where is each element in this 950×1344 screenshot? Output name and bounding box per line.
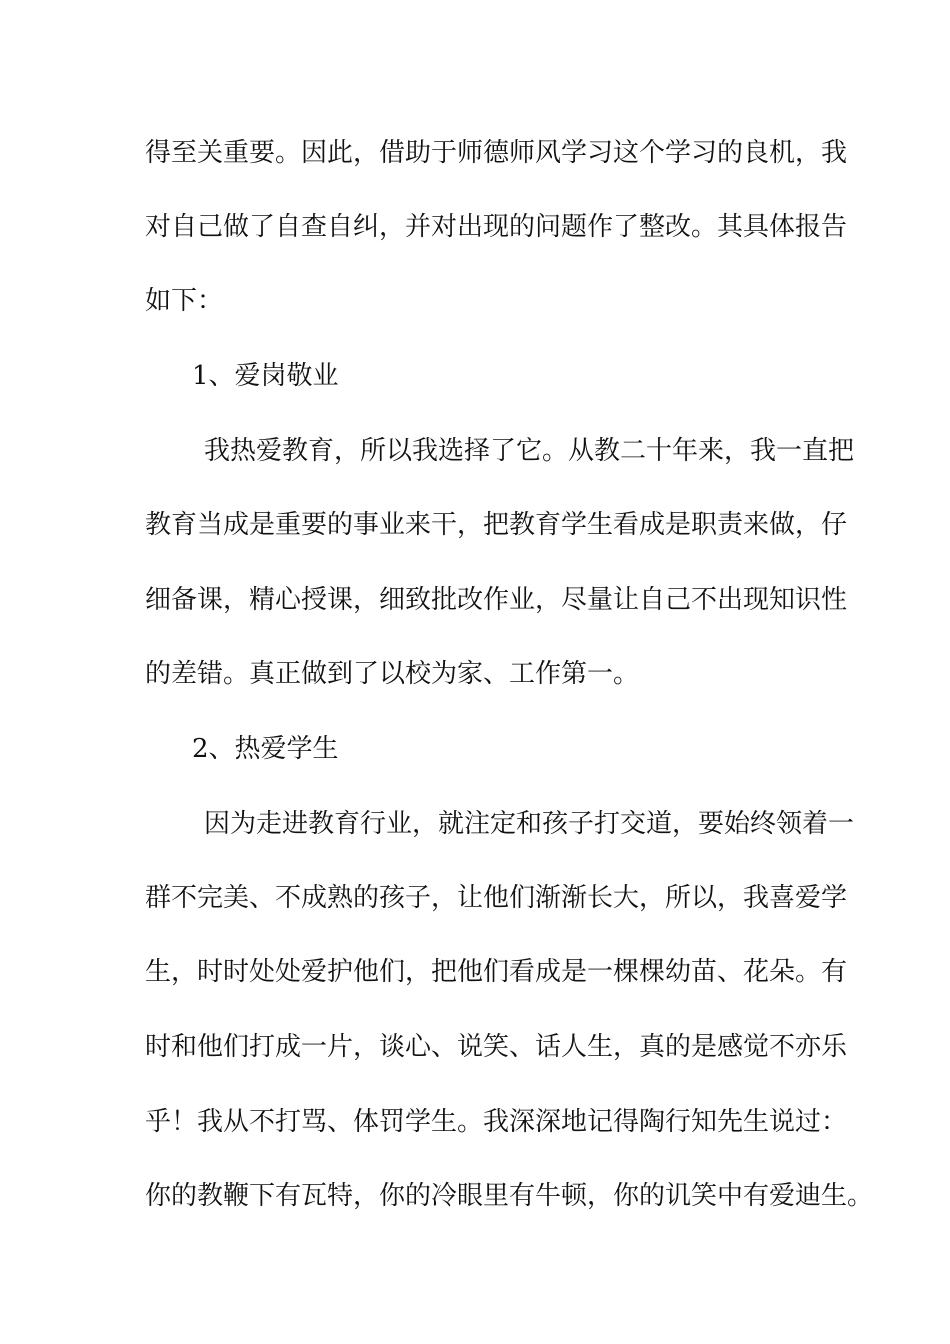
text-line: 因为走进教育行业，就注定和孩子打交道，要始终领着一 [204,809,855,839]
text-line: 时和他们打成一片，谈心、说笑、话人生，真的是感觉不亦乐 [145,1032,848,1062]
text-line: 你的教鞭下有瓦特，你的冷眼里有牛顿，你的讥笑中有爱迪生。 [145,1181,874,1211]
text-line: 教育当成是重要的事业来干，把教育学生看成是职责来做，仔 [145,510,848,540]
text-line: 如下： [145,286,224,316]
text-line: 生，时时处处爱护他们，把他们看成是一棵棵幼苗、花朵。有 [145,957,848,987]
text-line: 细备课，精心授课，细致批改作业，尽量让自己不出现知识性 [145,585,848,615]
text-line: 我热爱教育，所以我选择了它。从教二十年来，我一直把 [204,436,855,466]
text-line: 的差错。真正做到了以校为家、工作第一。 [145,659,640,689]
text-line: 得至关重要。因此，借助于师德师风学习这个学习的良机，我 [145,138,848,168]
text-line: 乎！我从不打骂、体罚学生。我深深地记得陶行知先生说过： [145,1107,848,1137]
section-heading: 1、爱岗敬业 [192,361,339,391]
text-line: 对自己做了自查自纠，并对出现的问题作了整改。其具体报告 [145,212,848,242]
section-heading: 2、热爱学生 [192,734,339,764]
text-line: 群不完美、不成熟的孩子，让他们渐渐长大，所以，我喜爱学 [145,883,848,913]
